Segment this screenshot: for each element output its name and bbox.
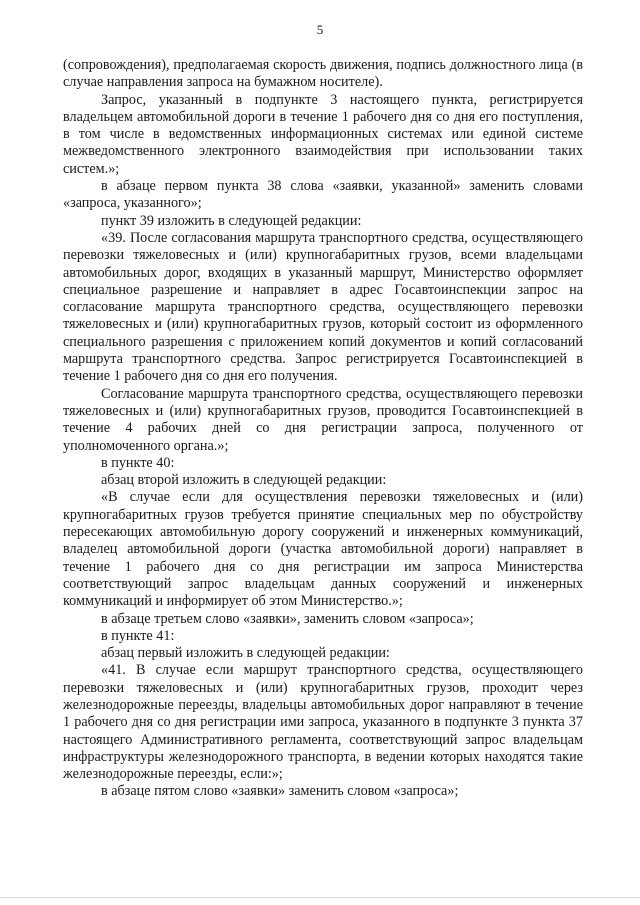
paragraph: в абзаце пятом слово «заявки» заменить словом «запроса»; <box>101 783 459 800</box>
paragraph: Согласование маршрута транспортного средства, осуществляющего перевозки тяжеловесных и (или) крупногабаритных грузов, проводится Госавтоинспекцией в течение 4 рабочих дней со дня регистрации запроса, полученного от уполномоченного органа.»; <box>63 385 583 454</box>
paragraph: абзац второй изложить в следующей редакции: <box>101 472 387 489</box>
paragraph: в пункте 41: <box>101 627 175 644</box>
paragraph: (сопровождения), предполагаемая скорость движения, подпись должностного лица (в случае направления запроса на бумажном носителе). <box>63 57 583 91</box>
paragraph: «41. В случае если маршрут транспортного средства, осуществляющего перевозки тяжеловесных и (или) крупногабаритных грузов, проходит через железнодорожные переезды, владельцы автомобильных дорог направляют в течение 1 рабочего дня со дня регистрации ими запроса, указанного в подпункте 3 пункта 37 настоящего Административного регламента, соответствующий запрос владельцам инфраструктуры железнодорожного транспорта, в ведении которых находятся такие железнодорожные переезды, если:»; <box>63 662 583 783</box>
paragraph: «В случае если для осуществления перевозки тяжеловесных и (или) крупногабаритных грузов требуется принятие специальных мер по обустройству пересекающих автомобильную дорогу сооружений и инженерных коммуникаций, владелец автомобильной дороги (участка автомобильной дороги) направляет в течение 1 рабочего дня со дня регистрации им запроса Министерства соответствующий запрос владельцам данных сооружений и инженерных коммуникаций и информирует об этом Министерство.»; <box>63 489 583 610</box>
paragraph: в абзаце первом пункта 38 слова «заявки, указанной» заменить словами «запроса, указанного»; <box>63 178 583 212</box>
paragraph: абзац первый изложить в следующей редакции: <box>101 645 390 662</box>
paragraph: в пункте 40: <box>101 454 175 471</box>
paragraph: «39. После согласования маршрута транспортного средства, осуществляющего перевозки тяжеловесных и (или) крупногабаритных грузов, всеми владельцами автомобильных дорог, входящих в указанный маршрут, Министерство оформляет специальное разрешение и направляет в адрес Госавтоинспекции запрос на согласование маршрута транспортного средства, осуществляющего перевозки тяжеловесных и (или) крупногабаритных грузов, который состоит из оформленного специального разрешения с приложением копий документов и копий согласований маршрута транспортного средства. Запрос регистрируется Госавтоинспекцией в течение 1 рабочего дня со дня его получения. <box>63 229 583 385</box>
paragraph: Запрос, указанный в подпункте 3 настоящего пункта, регистрируется владельцем автомобильной дороги в течение 1 рабочего дня со дня его поступления, в том числе в ведомственных информационных системах или единой системе межведомственного электронного взаимодействия при использовании таких систем.»; <box>63 91 583 177</box>
page-bottom-edge <box>0 897 640 898</box>
page-number: 5 <box>316 22 324 37</box>
document-body <box>63 57 583 801</box>
paragraph: пункт 39 изложить в следующей редакции: <box>101 212 362 229</box>
paragraph: в абзаце третьем слово «заявки», заменить словом «запроса»; <box>101 610 474 627</box>
